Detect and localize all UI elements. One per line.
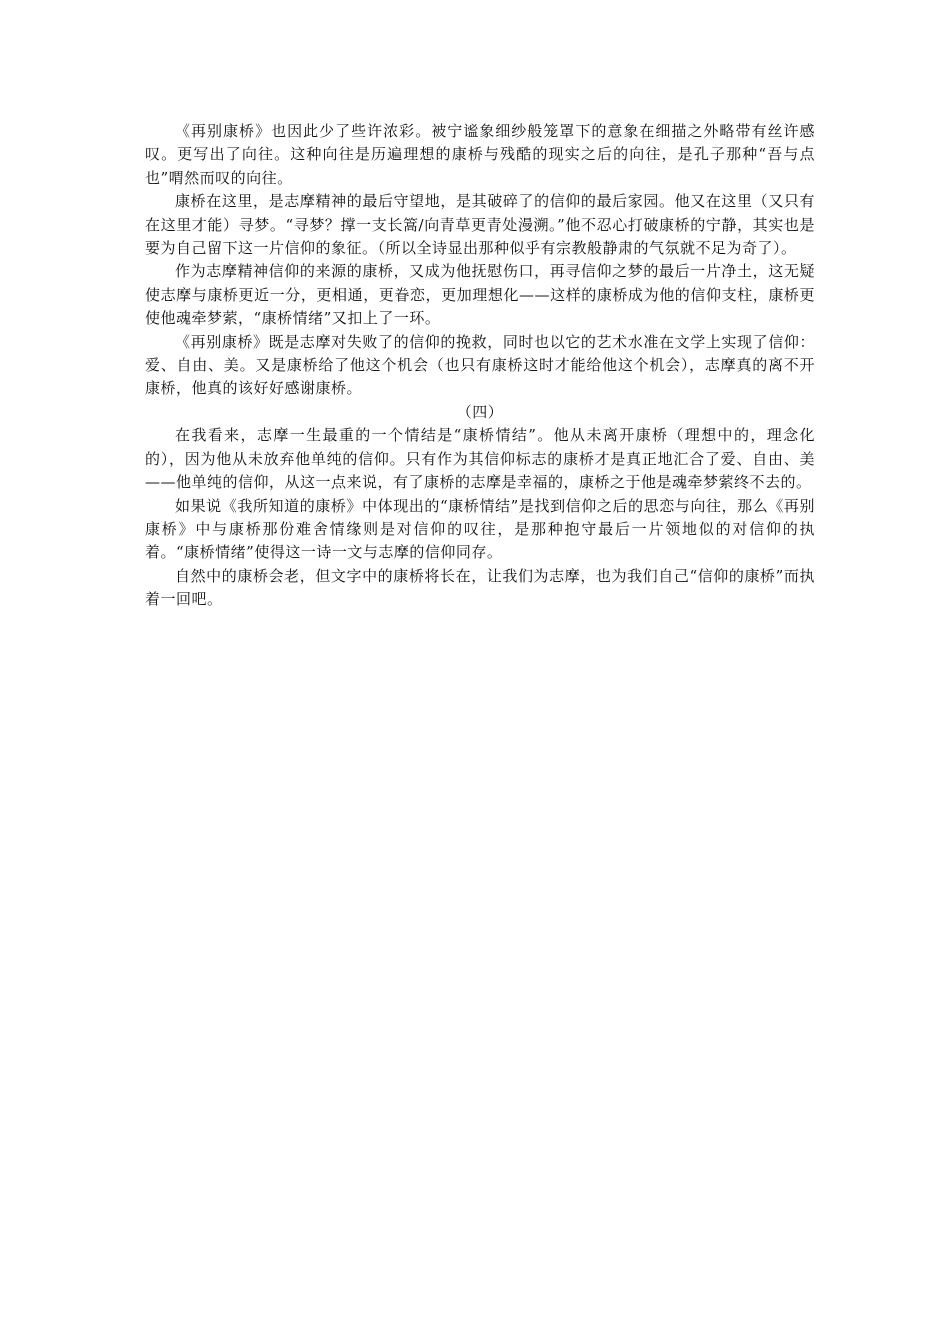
paragraph-3: 作为志摩精神信仰的来源的康桥，又成为他抚慰伤口，再寻信仰之梦的最后一片净土，这无疑使志摩与康桥更近一分，更相通，更眷恋，更加理想化——这样的康桥成为他的信仰支柱，康桥更使他魂牵梦萦，“康桥情绪”又扣上了一环。 [145,262,815,328]
paragraph-4: 《再别康桥》既是志摩对失败了的信仰的挽救，同时也以它的艺术水准在文学上实现了信仰：爱、自由、美。又是康桥给了他这个机会（也只有康桥这时才能给他这个机会），志摩真的离不开康桥，他真的该好好感谢康桥。 [145,332,815,398]
paragraph-2: 康桥在这里，是志摩精神的最后守望地，是其破碎了的信仰的最后家园。他又在这里（又只有在这里才能）寻梦。“寻梦？撑一支长篙/向青草更青处漫溯。”他不忍心打破康桥的宁静，其实也是要为自己留下这一片信仰的象征。（所以全诗显出那种似乎有宗教般静肃的气氛就不足为奇了）。 [145,192,815,258]
paragraph-1: 《再别康桥》也因此少了些许浓彩。被宁谧象细纱般笼罩下的意象在细描之外略带有丝许感叹。更写出了向往。这种向往是历遍理想的康桥与残酷的现实之后的向往，是孔子那种“吾与点也”喟然而叹的向往。 [145,122,815,187]
document-page [145,120,815,612]
paragraph-6: 如果说《我所知道的康桥》中体现出的“康桥情结”是找到信仰之后的思恋与向往，那么《再别康桥》中与康桥那份难舍情缘则是对信仰的叹往，是那种抱守最后一片领地似的对信仰的执着。“康桥情绪”使得这一诗一文与志摩的信仰同存。 [145,496,815,562]
paragraph-5: 在我看来，志摩一生最重的一个情结是“康桥情结”。他从未离开康桥（理想中的，理念化的），因为他从未放弃他单纯的信仰。只有作为其信仰标志的康桥才是真正地汇合了爱、自由、美——他单纯的信仰，从这一点来说，有了康桥的志摩是幸福的，康桥之于他是魂牵梦萦终不去的。 [145,426,815,492]
section-heading: （四） [456,402,504,421]
paragraph-7: 自然中的康桥会老，但文字中的康桥将长在，让我们为志摩，也为我们自己“信仰的康桥”而执着一回吧。 [145,566,815,609]
